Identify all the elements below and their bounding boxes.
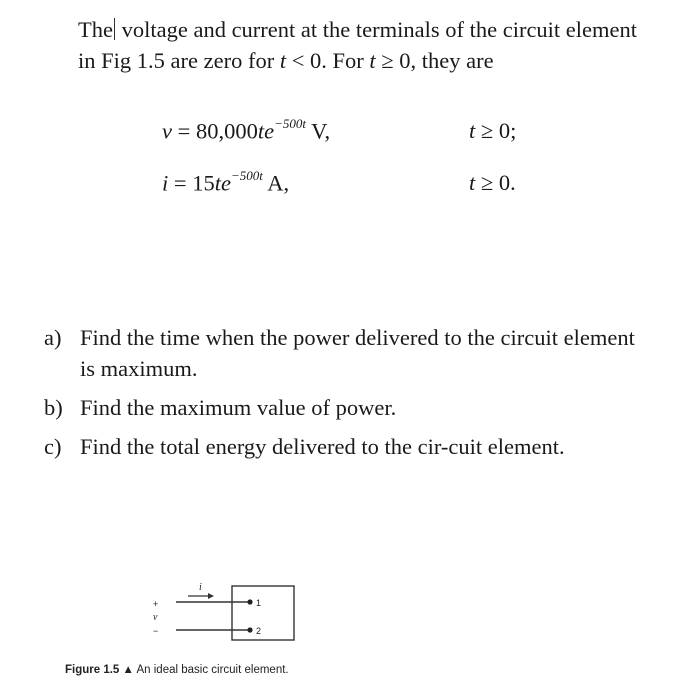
- voltage-exponent: −500t: [274, 116, 306, 131]
- voltage-cond-text: ≥ 0;: [475, 118, 517, 143]
- circuit-element-diagram: [150, 578, 310, 648]
- current-cond-text: ≥ 0.: [475, 170, 516, 195]
- current-equation: [162, 170, 289, 197]
- minus-sign: −: [153, 626, 159, 636]
- part-text: Find the total energy delivered to the cir-cuit element.: [80, 434, 565, 459]
- plus-sign: +: [153, 599, 159, 609]
- part-text: Find the maximum value of power.: [80, 395, 397, 420]
- part-label: b): [44, 395, 63, 420]
- current-coefficient: = 15: [168, 170, 215, 196]
- current-exponent: −500t: [230, 168, 263, 183]
- voltage-te: te: [257, 118, 275, 144]
- question-part-b: [44, 392, 644, 423]
- question-parts: [44, 322, 644, 470]
- voltage-label: v: [153, 612, 158, 623]
- voltage-symbol: v: [162, 118, 172, 144]
- voltage-equation: [162, 118, 330, 145]
- part-text: Find the time when the power delivered to the circuit element is maximum.: [80, 325, 635, 381]
- figure-label: Figure 1.5: [65, 664, 120, 676]
- caption-text: An ideal basic circuit element.: [136, 664, 289, 676]
- caption-triangle-icon: ▲: [122, 664, 134, 676]
- current-symbol: i: [162, 170, 169, 196]
- voltage-cond-t: t: [469, 118, 476, 143]
- intro-variable-t1: t: [279, 48, 287, 73]
- circuit-element-box: [232, 586, 294, 640]
- current-condition: [469, 170, 516, 196]
- problem-intro: [78, 14, 658, 76]
- figure-caption: [65, 664, 289, 676]
- voltage-coefficient: = 80,000: [172, 118, 258, 144]
- current-unit: A,: [262, 170, 290, 196]
- terminal-dot-1: [247, 599, 252, 604]
- intro-text-start: The: [78, 17, 113, 42]
- intro-variable-t2: t: [369, 48, 376, 73]
- current-cond-t: t: [469, 170, 476, 195]
- terminal-dot-2: [247, 627, 252, 632]
- current-te: te: [214, 170, 231, 196]
- intro-text-condition: < 0. For: [286, 48, 370, 73]
- terminal-2-label: 2: [256, 626, 262, 636]
- part-label: a): [44, 325, 62, 350]
- part-label: c): [44, 434, 62, 459]
- voltage-condition: [469, 118, 516, 144]
- question-part-c: [44, 431, 644, 462]
- current-label: i: [199, 582, 202, 593]
- terminal-1-label: 1: [256, 598, 262, 608]
- text-cursor: [114, 18, 115, 40]
- voltage-unit: V,: [305, 118, 331, 144]
- intro-text-end: ≥ 0, they are: [375, 48, 494, 73]
- current-arrow-head: [208, 593, 214, 599]
- intro-text-body: voltage and current at the terminals of the circuit element in Fig 1.5 are zero for: [78, 17, 638, 73]
- question-part-a: [44, 322, 644, 384]
